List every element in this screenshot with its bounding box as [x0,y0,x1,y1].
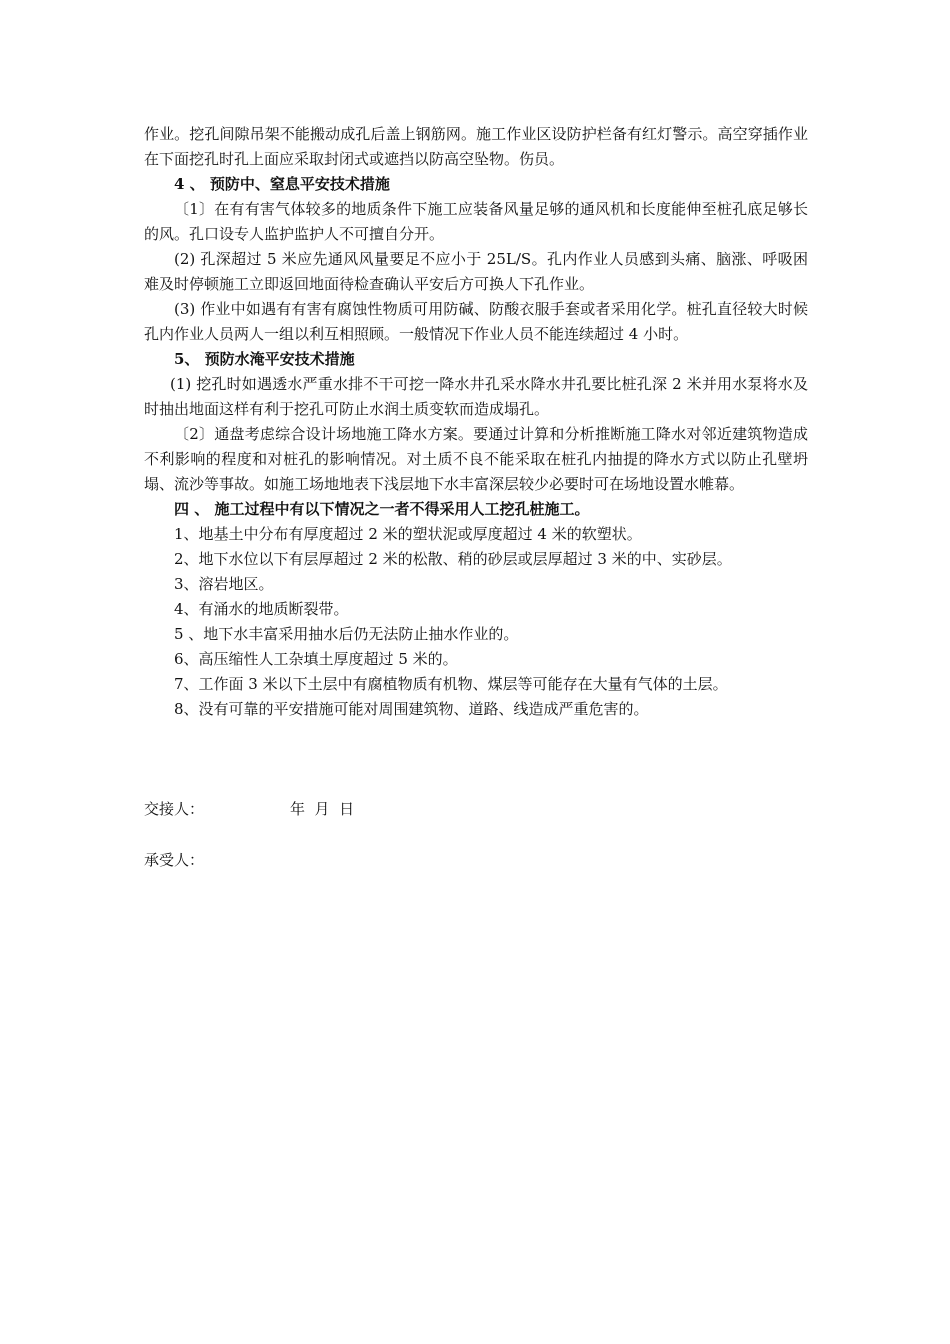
date-label: 年 月 日 [290,800,355,818]
section-4-heading: 4 、 预防中、窒息平安技术措施 [174,175,390,193]
section-5-item-2: 〔2〕通盘考虑综合设计场地施工降水方案。要通过计算和分析推断施工降水对邻近建筑物造成不利影响的程度和对桩孔的影响情况。对土质不良不能采取在桩孔内抽提的降水方式以防止孔壁坍塌、流沙等事故。如施工场地地表下浅层地下水丰富深层较少必要时可在场地设置水帷幕。 [144,425,808,493]
handover-label: 交接人： [144,800,205,818]
section-four-heading: 四 、 施工过程中有以下情况之一者不得采用人工挖孔桩施工。 [174,500,590,518]
section-four-item-1: 1、地基土中分布有厚度超过 2 米的塑状泥或厚度超过 4 米的软塑状。 [174,525,642,543]
section-four-item-5: 5 、地下水丰富采用抽水后仍无法防止抽水作业的。 [174,625,519,643]
section-4-item-3: (3) 作业中如遇有有害有腐蚀性物质可用防碱、防酸衣服手套或者采用化学。桩孔直径较大时候孔内作业人员两人一组以利互相照顾。一般情况下作业人员不能连续超过 4 小时。 [144,300,808,343]
section-four-item-4: 4、有涌水的地质断裂带。 [174,600,349,618]
section-four-item-6: 6、高压缩性人工杂填土厚度超过 5 米的。 [174,650,458,668]
section-5-item-1: (1) 挖孔时如遇透水严重水排不干可挖一降水井孔采水降水井孔要比桩孔深 2 米并用水泵将水及时抽出地面这样有利于挖孔可防止水润土质变软而造成塌孔。 [144,375,808,418]
section-5-heading: 5、 预防水淹平安技术措施 [174,350,355,368]
section-four-item-7: 7、工作面 3 米以下土层中有腐植物质有机物、煤层等可能存在大量有气体的土层。 [174,675,728,693]
receiver-label: 承受人： [144,851,205,869]
section-four-item-2: 2、地下水位以下有层厚超过 2 米的松散、稍的砂层或层厚超过 3 米的中、实砂层。 [174,550,732,568]
section-four-item-8: 8、没有可靠的平安措施可能对周围建筑物、道路、线造成严重危害的。 [174,700,649,718]
intro-paragraph: 作业。挖孔间隙吊架不能搬动成孔后盖上钢筋网。施工作业区设防护栏备有红灯警示。高空穿插作业在下面挖孔时孔上面应采取封闭式或遮挡以防高空坠物。伤员。 [144,125,808,168]
document-body [144,122,808,722]
section-4-item-2: (2) 孔深超过 5 米应先通风风量要足不应小于 25L/S。孔内作业人员感到头痛、脑涨、呼吸困难及时停顿施工立即返回地面待检查确认平安后方可换人下孔作业。 [144,250,808,293]
receiver-line [144,848,204,873]
section-4-item-1: 〔1〕在有有害气体较多的地质条件下施工应装备风量足够的通风机和长度能伸至桩孔底足够长的风。孔口设专人监护监护人不可擅自分开。 [144,200,808,243]
handover-line [144,797,354,822]
section-four-item-3: 3、溶岩地区。 [174,575,274,593]
